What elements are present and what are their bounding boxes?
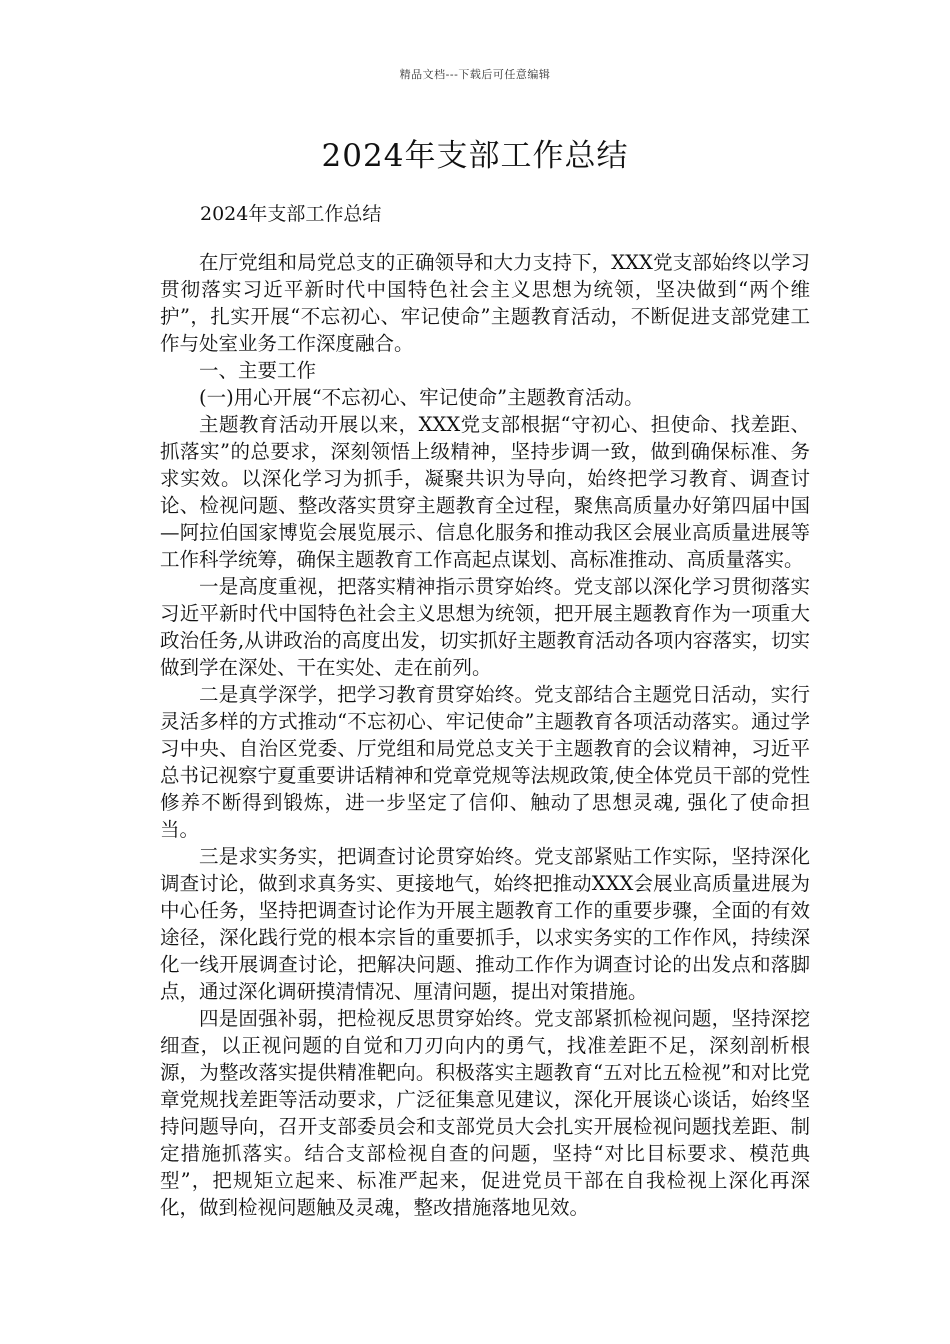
paragraph-theme-education: 主题教育活动开展以来，XXX党支部根据“守初心、担使命、找差距、抓落实”的总要求，深刻领悟上级精神，坚持步调一致，做到确保标准、务求实效。以深化学习为抓手，凝聚共识为导向，始终把学习教育、调查讨论、检视问题、整改落实贯穿主题教育全过程，聚焦高质量办好第四届中国—阿拉伯国家博览会展览展示、信息化服务和推动我区会展业高质量进展等工作科学统筹，确保主题教育工作高起点谋划、高标准推动、高质量落实。 [160,413,810,571]
paragraph-point-three: 三是求实务实，把调查讨论贯穿始终。党支部紧贴工作实际，坚持深化调查讨论，做到求真务实、更接地气，始终把推动XXX会展业高质量进展为中心任务，坚持把调查讨论作为开展主题教育工作的重要步骤，全面的有效途径，深化践行党的根本宗旨的重要抓手，以求实务实的工作作风，持续深化一线开展调查讨论，把解决问题、推动工作作为调查讨论的出发点和落脚点，通过深化调研摸清情况、厘清问题，提出对策措施。 [160,845,810,1003]
paragraph-point-two: 二是真学深学，把学习教育贯穿始终。党支部结合主题党日活动，实行灵活多样的方式推动“不忘初心、牢记使命”主题教育各项活动落实。通过学习中央、自治区党委、厅党组和局党总支关于主题教育的会议精神，习近平总书记视察宁夏重要讲话精神和党章党规等法规政策,使全体党员干部的党性修养不断得到锻炼，进一步坚定了信仰、触动了思想灵魂, 强化了使命担当。 [160,683,810,841]
header-note: 精品文档---下载后可任意编辑 [399,68,551,81]
section-heading-main-work: 一、主要工作 [199,359,317,382]
paragraph-point-four: 四是固强补弱，把检视反思贯穿始终。党支部紧抓检视问题，坚持深挖细查，以正视问题的自觉和刀刃向内的勇气，找准差距不足，深刻剖析根源，为整改落实提供精准靶向。积极落实主题教育“五对比五检视”和对比党章党规找差距等活动要求，广泛征集意见建议，深化开展谈心谈话，始终坚持问题导向，召开支部委员会和支部党员大会扎实开展检视问题找差距、制定措施抓落实。结合支部检视自查的问题，坚持“对比目标要求、模范典型”，把规矩立起来、标准严起来，促进党员干部在自我检视上深化再深化，做到检视问题触及灵魂，整改措施落地见效。 [160,1007,810,1219]
document-title: 2024年支部工作总结 [321,138,629,174]
document-body [160,249,810,1221]
subsection-heading-theme-education: (一)用心开展“不忘初心、牢记使命”主题教育活动。 [199,386,644,409]
paragraph-intro: 在厅党组和局党总支的正确领导和大力支持下，XXX党支部始终以学习贯彻落实习近平新时代中国特色社会主义思想为统领，坚决做到“两个维护”，扎实开展“不忘初心、牢记使命”主题教育活动，不断促进支部党建工作与处室业务工作深度融合。 [160,251,810,355]
document-subtitle: 2024年支部工作总结 [200,203,382,225]
paragraph-point-one: 一是高度重视，把落实精神指示贯穿始终。党支部以深化学习贯彻落实习近平新时代中国特色社会主义思想为统领，把开展主题教育作为一项重大政治任务,从讲政治的高度出发，切实抓好主题教育活动各项内容落实，切实做到学在深处、干在实处、走在前列。 [160,575,810,679]
